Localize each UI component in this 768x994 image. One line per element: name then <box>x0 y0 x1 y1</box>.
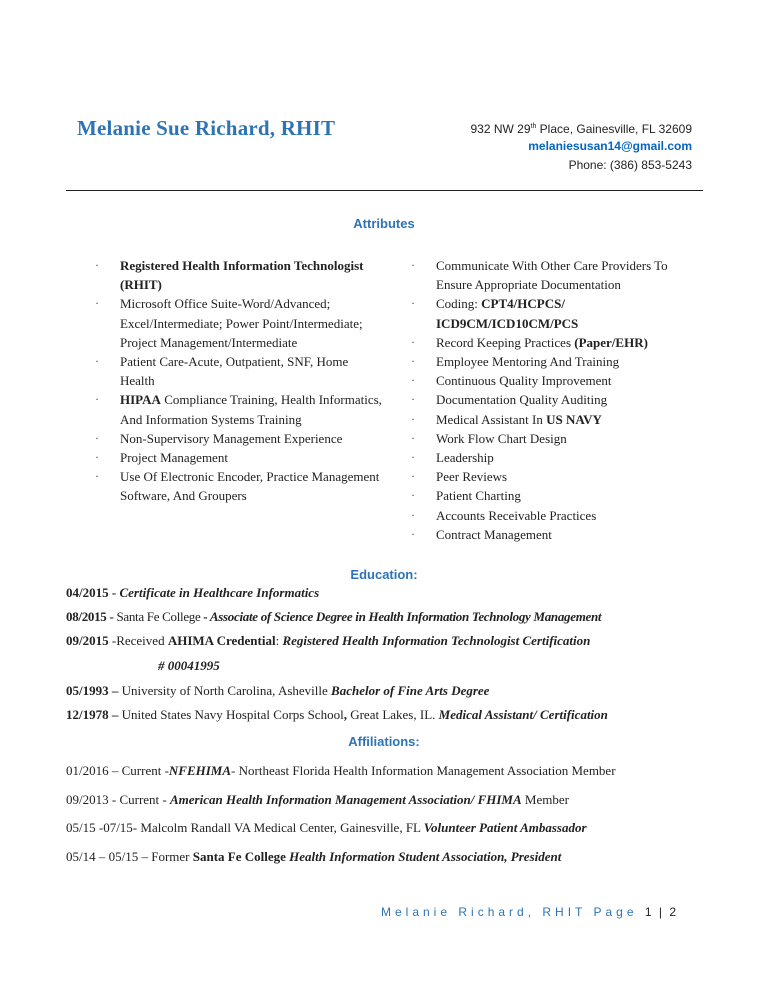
list-item: · Project Management <box>95 450 228 466</box>
certification-number: # 00041995 <box>158 658 220 673</box>
list-item: · Work Flow Chart Design <box>411 430 567 446</box>
affiliations-heading: Affiliations: <box>348 734 420 749</box>
education-heading: Education: <box>350 567 418 582</box>
affiliation-entry: 09/2013 - Current - American Health Information Management Association/ FHIMA Member <box>66 792 569 807</box>
attributes-right-list <box>411 256 692 544</box>
list-item: · Employee Mentoring And Training <box>411 354 620 370</box>
list-item: · Microsoft Office Suite-Word/Advanced; Excel/Intermediate; Power Point/Intermediate; Project Management/Intermediate <box>95 296 363 350</box>
affiliation-entry: 01/2016 – Current -NFEHIMA- Northeast Florida Health Information Management Association Member <box>66 763 616 778</box>
list-item: · Coding: CPT4/HCPCS/ ICD9CM/ICD10CM/PCS <box>411 296 579 331</box>
list-item: · Record Keeping Practices (Paper/EHR) <box>411 334 648 350</box>
list-item: · Continuous Quality Improvement <box>411 373 612 389</box>
education-entry: 08/2015 - Santa Fe College - Associate of Science Degree in Health Information Technology Management <box>66 609 602 624</box>
affiliation-entry: 05/15 -07/15- Malcolm Randall VA Medical Center, Gainesville, FL Volunteer Patient Ambassador <box>66 820 587 835</box>
list-item: · Communicate With Other Care Providers To Ensure Appropriate Documentation <box>411 258 668 293</box>
list-item: · Peer Reviews <box>411 469 508 485</box>
education-entry: 04/2015 - Certificate in Healthcare Informatics <box>66 585 320 600</box>
education-entry: 09/2015 -Received AHIMA Credential: Registered Health Information Technologist Certification <box>66 633 591 648</box>
header-divider <box>66 190 703 191</box>
resume-name: Melanie Sue Richard, RHIT <box>77 116 336 140</box>
affiliation-entry: 05/14 – 05/15 – Former Santa Fe College Health Information Student Association, President <box>66 849 562 864</box>
attributes-left-list <box>95 256 382 506</box>
phone: Phone: (386) 853-5243 <box>568 158 692 172</box>
list-item: · HIPAA Compliance Training, Health Informatics, And Information Systems Training <box>95 392 382 427</box>
list-item: · Medical Assistant In US NAVY <box>411 411 602 427</box>
address: 932 NW 29th Place, Gainesville, FL 32609 <box>470 122 692 136</box>
page-number: 1 | 2 <box>644 905 678 919</box>
list-item: · Contract Management <box>411 526 552 542</box>
list-item: · Patient Charting <box>411 488 521 504</box>
list-item: · Use Of Electronic Encoder, Practice Management Software, And Groupers <box>95 469 380 504</box>
list-item: · Registered Health Information Technologist (RHIT) <box>95 258 364 293</box>
attributes-heading: Attributes <box>353 216 415 231</box>
list-item: · Patient Care-Acute, Outpatient, SNF, Home Health <box>95 354 349 389</box>
email-link[interactable]: melaniesusan14@gmail.com <box>528 139 692 153</box>
page-footer: Melanie Richard, RHIT Page 1 | 2 <box>381 905 678 919</box>
list-item: · Documentation Quality Auditing <box>411 392 608 408</box>
education-entry: 05/1993 – University of North Carolina, Asheville Bachelor of Fine Arts Degree <box>66 683 490 698</box>
list-item: · Leadership <box>411 450 494 466</box>
list-item: · Accounts Receivable Practices <box>411 507 597 523</box>
list-item: · Non-Supervisory Management Experience <box>95 430 343 446</box>
education-entry: 12/1978 – United States Navy Hospital Corps School, Great Lakes, IL. Medical Assistant/ Certification <box>66 707 608 722</box>
